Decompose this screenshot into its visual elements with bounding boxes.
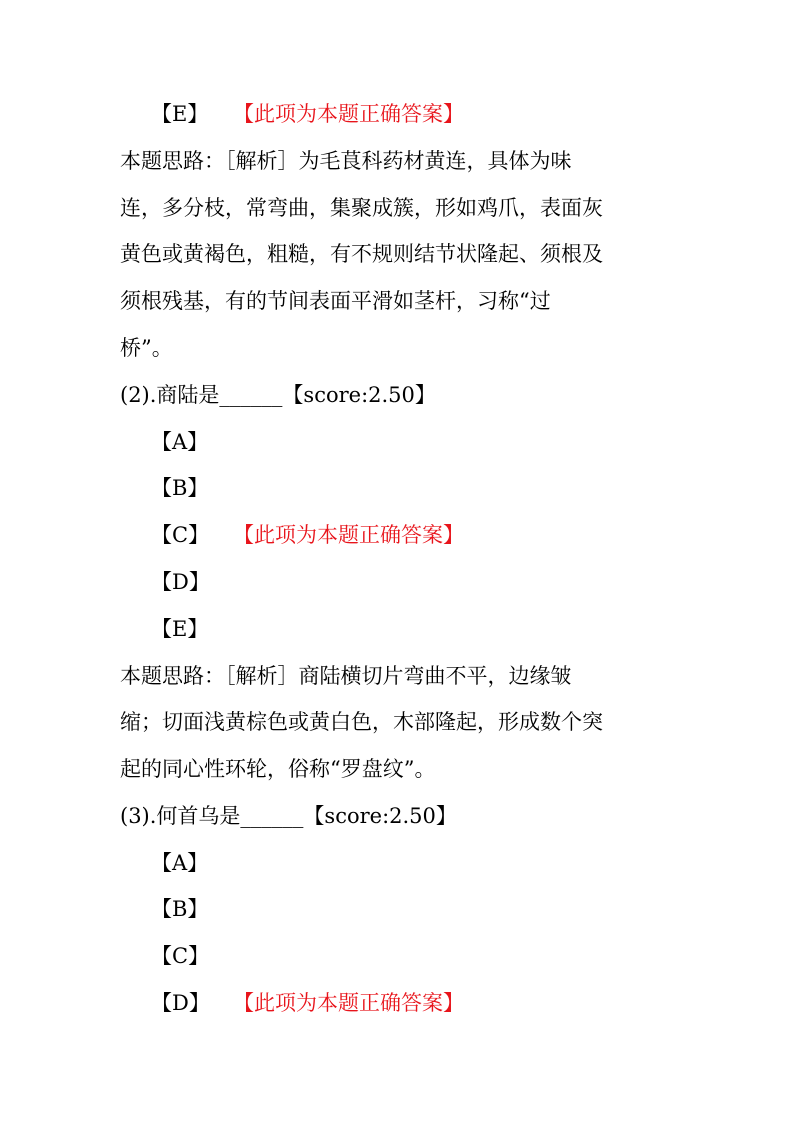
q2-explanation-line: 本题思路：［解析］商陆横切片弯曲不平，边缘皱 xyxy=(120,664,572,688)
q2-correct-answer-mark: 【此项为本题正确答案】 xyxy=(233,523,464,547)
q1-correct-answer-mark: 【此项为本题正确答案】 xyxy=(233,102,464,126)
q3-option-d: 【D】 xyxy=(151,991,210,1015)
q2-option-d: 【D】 xyxy=(151,570,210,594)
q1-explanation-line: 须根残基，有的节间表面平滑如茎杆，习称“过 xyxy=(120,289,551,313)
q1-option-e xyxy=(151,100,208,128)
q2-stem: (2).商陆是______【score:2.50】 xyxy=(120,383,436,407)
q3-option-c: 【C】 xyxy=(151,944,210,968)
q3-correct-answer-mark: 【此项为本题正确答案】 xyxy=(233,991,464,1015)
q3-option-b: 【B】 xyxy=(151,897,209,921)
q1-explanation-line: 桥”。 xyxy=(120,336,173,360)
q2-option-b: 【B】 xyxy=(151,476,209,500)
q1-explanation-line: 黄色或黄褐色，粗糙，有不规则结节状隆起、须根及 xyxy=(120,242,603,266)
q2-option-e: 【E】 xyxy=(151,617,209,641)
q2-option-a: 【A】 xyxy=(151,430,209,454)
q1-option-e-label: 【E】 xyxy=(151,102,209,126)
q3-option-a: 【A】 xyxy=(151,851,209,875)
q3-stem: (3).何首乌是______【score:2.50】 xyxy=(120,804,457,828)
q1-explanation-line: 本题思路：［解析］为毛茛科药材黄连，具体为味 xyxy=(120,149,572,173)
q2-explanation-line: 起的同心性环轮，俗称“罗盘纹”。 xyxy=(120,757,436,781)
q2-option-c: 【C】 xyxy=(151,523,210,547)
q1-explanation-line: 连，多分枝，常弯曲，集聚成簇，形如鸡爪，表面灰 xyxy=(120,196,603,220)
q2-explanation-line: 缩；切面浅黄棕色或黄白色，木部隆起，形成数个突 xyxy=(120,710,603,734)
